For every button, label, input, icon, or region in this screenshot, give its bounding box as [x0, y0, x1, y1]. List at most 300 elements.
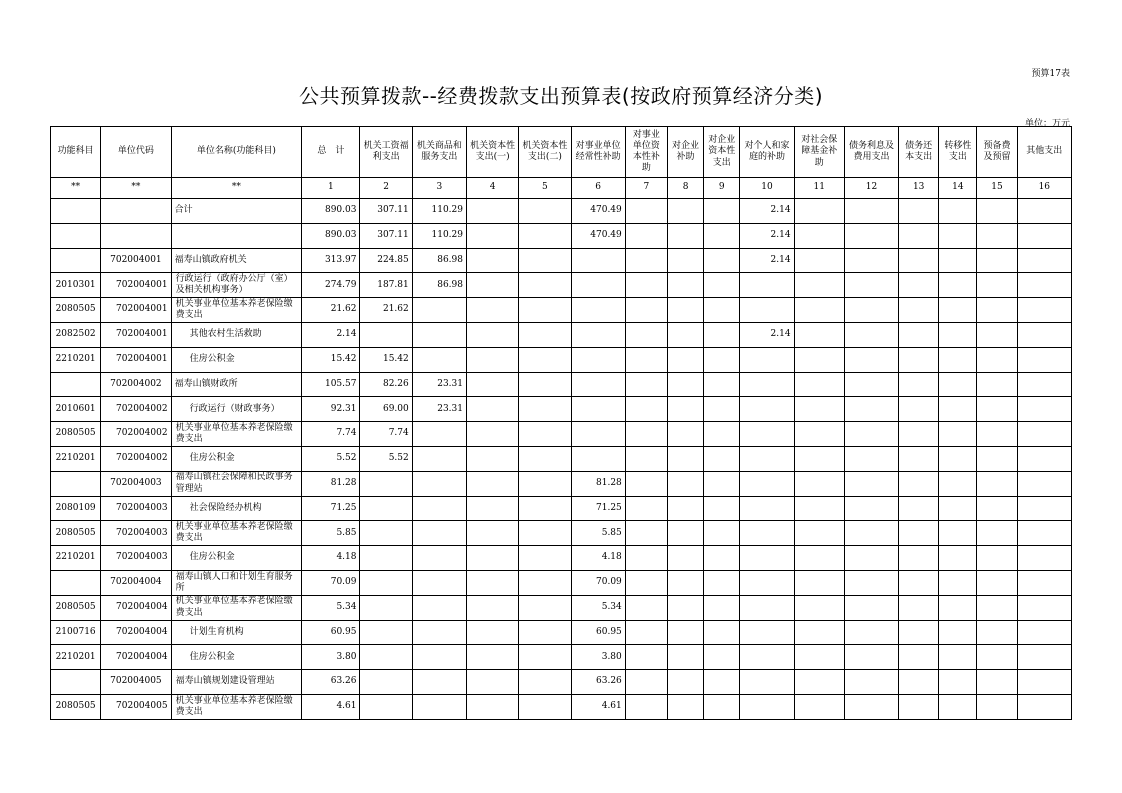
amount-cell — [794, 422, 844, 447]
table-row — [51, 397, 1072, 422]
amount-cell: 313.97 — [302, 248, 360, 273]
amount-cell — [794, 570, 844, 595]
amount-cell — [1017, 298, 1071, 323]
table-row — [51, 570, 1072, 595]
amount-cell — [794, 521, 844, 546]
amount-cell — [519, 298, 571, 323]
amount-cell — [360, 645, 412, 670]
amount-cell: 5.85 — [571, 521, 625, 546]
amount-cell — [360, 496, 412, 521]
unit-code-cell: 702004005 — [101, 670, 171, 695]
amount-cell — [977, 471, 1017, 496]
amount-cell: 4.61 — [571, 694, 625, 719]
amount-cell — [977, 322, 1017, 347]
amount-cell — [519, 496, 571, 521]
amount-cell — [667, 570, 703, 595]
unit-name-cell: 社会保险经办机构 — [171, 496, 302, 521]
amount-cell — [412, 347, 466, 372]
amount-cell — [360, 620, 412, 645]
unit-name-cell: 福寿山镇人口和计划生育服务所 — [171, 570, 302, 595]
function-code-cell: 2010601 — [51, 397, 101, 422]
amount-cell — [977, 620, 1017, 645]
amount-cell — [1017, 199, 1071, 224]
index-cell: 11 — [794, 178, 844, 199]
column-header: 总 计 — [302, 127, 360, 178]
unit-code-cell: 702004004 — [101, 570, 171, 595]
amount-cell — [939, 595, 977, 620]
amount-cell — [625, 595, 667, 620]
amount-cell — [704, 694, 740, 719]
function-code-cell — [51, 670, 101, 695]
unit-name-cell: 福寿山镇财政所 — [171, 372, 302, 397]
amount-cell: 63.26 — [571, 670, 625, 695]
amount-cell — [667, 595, 703, 620]
amount-cell — [519, 322, 571, 347]
amount-cell — [360, 322, 412, 347]
amount-cell — [412, 322, 466, 347]
amount-cell — [844, 223, 898, 248]
amount-cell — [844, 298, 898, 323]
amount-cell — [794, 372, 844, 397]
function-code-cell: 2210201 — [51, 446, 101, 471]
amount-cell — [571, 347, 625, 372]
amount-cell — [977, 347, 1017, 372]
unit-code-cell: 702004004 — [101, 645, 171, 670]
amount-cell — [467, 694, 519, 719]
amount-cell — [667, 422, 703, 447]
amount-cell — [519, 595, 571, 620]
unit-code-cell: 702004002 — [101, 422, 171, 447]
amount-cell — [844, 199, 898, 224]
amount-cell — [667, 620, 703, 645]
amount-cell — [844, 397, 898, 422]
amount-cell — [360, 595, 412, 620]
amount-cell — [625, 645, 667, 670]
amount-cell: 81.28 — [571, 471, 625, 496]
amount-cell — [899, 471, 939, 496]
amount-cell — [939, 570, 977, 595]
column-header: 机关工资福利支出 — [360, 127, 412, 178]
amount-cell — [794, 397, 844, 422]
column-header: 对事业单位资本性补助 — [625, 127, 667, 178]
amount-cell — [519, 199, 571, 224]
amount-cell — [939, 496, 977, 521]
amount-cell — [704, 397, 740, 422]
function-code-cell: 2100716 — [51, 620, 101, 645]
amount-cell — [740, 496, 794, 521]
amount-cell — [467, 199, 519, 224]
index-cell: 16 — [1017, 178, 1071, 199]
amount-cell — [740, 645, 794, 670]
amount-cell — [794, 595, 844, 620]
amount-cell — [1017, 397, 1071, 422]
unit-code-cell: 702004002 — [101, 446, 171, 471]
amount-cell: 890.03 — [302, 223, 360, 248]
amount-cell — [412, 446, 466, 471]
amount-cell — [1017, 670, 1071, 695]
amount-cell — [977, 273, 1017, 298]
table-row — [51, 298, 1072, 323]
amount-cell — [625, 372, 667, 397]
amount-cell: 105.57 — [302, 372, 360, 397]
amount-cell — [794, 273, 844, 298]
amount-cell — [899, 322, 939, 347]
amount-cell — [412, 521, 466, 546]
amount-cell — [1017, 422, 1071, 447]
amount-cell — [704, 273, 740, 298]
amount-cell — [704, 496, 740, 521]
table-row — [51, 322, 1072, 347]
function-code-cell — [51, 570, 101, 595]
amount-cell — [571, 248, 625, 273]
column-header: 对事业单位经常性补助 — [571, 127, 625, 178]
amount-cell: 4.18 — [302, 546, 360, 571]
function-code-cell: 2080505 — [51, 595, 101, 620]
amount-cell: 63.26 — [302, 670, 360, 695]
amount-cell — [667, 694, 703, 719]
amount-cell: 5.34 — [571, 595, 625, 620]
index-cell: 12 — [844, 178, 898, 199]
amount-cell — [667, 372, 703, 397]
unit-name-cell: 福寿山镇社会保障和民政事务管理站 — [171, 471, 302, 496]
amount-cell — [899, 496, 939, 521]
amount-cell — [571, 273, 625, 298]
amount-cell — [412, 546, 466, 571]
amount-cell — [667, 446, 703, 471]
unit-code-cell: 702004002 — [101, 397, 171, 422]
table-row — [51, 620, 1072, 645]
column-header: 功能科目 — [51, 127, 101, 178]
amount-cell — [571, 322, 625, 347]
amount-cell — [704, 670, 740, 695]
amount-cell — [704, 546, 740, 571]
function-code-cell: 2080505 — [51, 298, 101, 323]
amount-cell — [794, 199, 844, 224]
amount-cell — [899, 645, 939, 670]
amount-cell: 23.31 — [412, 372, 466, 397]
amount-cell — [704, 620, 740, 645]
amount-cell — [899, 397, 939, 422]
amount-cell — [740, 347, 794, 372]
index-cell: 5 — [519, 178, 571, 199]
amount-cell — [1017, 372, 1071, 397]
unit-code-cell — [101, 223, 171, 248]
amount-cell — [939, 422, 977, 447]
unit-name-cell: 住房公积金 — [171, 546, 302, 571]
amount-cell — [740, 372, 794, 397]
unit-code-cell: 702004005 — [101, 694, 171, 719]
amount-cell — [625, 694, 667, 719]
amount-cell — [704, 223, 740, 248]
amount-cell — [977, 595, 1017, 620]
amount-cell — [667, 273, 703, 298]
amount-cell — [519, 446, 571, 471]
amount-cell — [939, 322, 977, 347]
amount-cell — [977, 496, 1017, 521]
table-row — [51, 372, 1072, 397]
amount-cell — [625, 273, 667, 298]
index-cell: ** — [51, 178, 101, 199]
amount-cell — [977, 645, 1017, 670]
index-cell: 14 — [939, 178, 977, 199]
index-cell: 13 — [899, 178, 939, 199]
table-row — [51, 645, 1072, 670]
amount-cell — [977, 521, 1017, 546]
amount-cell — [740, 273, 794, 298]
unit-name-cell: 住房公积金 — [171, 446, 302, 471]
amount-cell: 82.26 — [360, 372, 412, 397]
table-row — [51, 422, 1072, 447]
amount-cell — [360, 521, 412, 546]
index-cell: 15 — [977, 178, 1017, 199]
amount-cell — [977, 372, 1017, 397]
unit-code-cell: 702004003 — [101, 496, 171, 521]
amount-cell — [794, 446, 844, 471]
amount-cell — [939, 620, 977, 645]
amount-cell — [360, 694, 412, 719]
table-row — [51, 199, 1072, 224]
amount-cell — [899, 595, 939, 620]
table-row — [51, 496, 1072, 521]
amount-cell — [899, 273, 939, 298]
index-cell: ** — [171, 178, 302, 199]
amount-cell: 60.95 — [302, 620, 360, 645]
amount-cell — [467, 570, 519, 595]
amount-cell — [467, 446, 519, 471]
index-cell: 3 — [412, 178, 466, 199]
amount-cell — [625, 422, 667, 447]
function-code-cell — [51, 372, 101, 397]
amount-cell — [939, 546, 977, 571]
amount-cell — [939, 248, 977, 273]
amount-cell — [667, 248, 703, 273]
amount-cell — [899, 620, 939, 645]
amount-cell — [740, 570, 794, 595]
column-header: 单位代码 — [101, 127, 171, 178]
amount-cell — [519, 521, 571, 546]
unit-name-cell: 机关事业单位基本养老保险缴费支出 — [171, 298, 302, 323]
unit-name-cell: 行政运行（财政事务） — [171, 397, 302, 422]
amount-cell — [704, 347, 740, 372]
amount-cell — [1017, 248, 1071, 273]
amount-cell — [1017, 347, 1071, 372]
amount-cell — [571, 446, 625, 471]
amount-cell — [467, 397, 519, 422]
amount-cell — [899, 298, 939, 323]
amount-cell — [740, 546, 794, 571]
amount-cell — [467, 223, 519, 248]
amount-cell — [625, 322, 667, 347]
amount-cell — [519, 397, 571, 422]
amount-cell — [412, 620, 466, 645]
amount-cell: 224.85 — [360, 248, 412, 273]
unit-name-cell: 机关事业单位基本养老保险缴费支出 — [171, 521, 302, 546]
amount-cell — [625, 670, 667, 695]
column-header: 对企业资本性支出 — [704, 127, 740, 178]
amount-cell — [625, 397, 667, 422]
amount-cell — [1017, 694, 1071, 719]
amount-cell — [1017, 322, 1071, 347]
amount-cell — [899, 670, 939, 695]
amount-cell — [977, 694, 1017, 719]
amount-cell — [844, 372, 898, 397]
unit-code-cell: 702004001 — [101, 347, 171, 372]
amount-cell — [667, 397, 703, 422]
amount-cell — [899, 570, 939, 595]
amount-cell — [625, 570, 667, 595]
amount-cell — [704, 595, 740, 620]
column-header: 预备费及预留 — [977, 127, 1017, 178]
amount-cell — [412, 422, 466, 447]
amount-cell — [467, 298, 519, 323]
table-row — [51, 694, 1072, 719]
table-row — [51, 546, 1072, 571]
amount-cell — [899, 248, 939, 273]
amount-cell — [794, 347, 844, 372]
amount-cell — [467, 322, 519, 347]
amount-cell — [939, 199, 977, 224]
amount-cell: 110.29 — [412, 199, 466, 224]
amount-cell — [519, 645, 571, 670]
amount-cell — [939, 273, 977, 298]
amount-cell — [519, 546, 571, 571]
amount-cell — [939, 694, 977, 719]
amount-cell — [704, 422, 740, 447]
amount-cell: 60.95 — [571, 620, 625, 645]
amount-cell — [412, 570, 466, 595]
unit-code-cell: 702004001 — [101, 322, 171, 347]
amount-cell — [899, 546, 939, 571]
unit-name-cell — [171, 223, 302, 248]
amount-cell — [467, 496, 519, 521]
column-header: 对企业补助 — [667, 127, 703, 178]
column-header: 机关资本性支出(一) — [467, 127, 519, 178]
column-header: 转移性支出 — [939, 127, 977, 178]
amount-cell — [899, 223, 939, 248]
table-row — [51, 521, 1072, 546]
amount-cell — [412, 645, 466, 670]
amount-cell: 4.61 — [302, 694, 360, 719]
amount-cell — [519, 670, 571, 695]
amount-cell — [625, 248, 667, 273]
amount-cell — [412, 496, 466, 521]
amount-cell — [704, 322, 740, 347]
unit-code-cell: 702004003 — [101, 521, 171, 546]
page-title: 公共预算拨款--经费拨款支出预算表(按政府预算经济分类) — [298, 84, 824, 108]
amount-cell — [704, 471, 740, 496]
amount-cell — [977, 248, 1017, 273]
amount-cell — [740, 670, 794, 695]
amount-cell — [467, 248, 519, 273]
amount-cell: 86.98 — [412, 248, 466, 273]
amount-cell — [467, 620, 519, 645]
unit-code-cell: 702004004 — [101, 595, 171, 620]
unit-name-cell: 机关事业单位基本养老保险缴费支出 — [171, 595, 302, 620]
function-code-cell: 2080109 — [51, 496, 101, 521]
table-row — [51, 670, 1072, 695]
column-header: 债务还本支出 — [899, 127, 939, 178]
amount-cell — [667, 496, 703, 521]
index-cell: 4 — [467, 178, 519, 199]
amount-cell: 110.29 — [412, 223, 466, 248]
amount-cell — [667, 546, 703, 571]
amount-cell — [360, 570, 412, 595]
amount-cell — [519, 347, 571, 372]
index-cell: 7 — [625, 178, 667, 199]
amount-cell — [667, 223, 703, 248]
amount-cell — [977, 546, 1017, 571]
amount-cell — [1017, 595, 1071, 620]
amount-cell — [794, 546, 844, 571]
amount-cell — [740, 422, 794, 447]
amount-cell — [899, 694, 939, 719]
amount-cell — [844, 595, 898, 620]
amount-cell — [360, 670, 412, 695]
unit-name-cell: 住房公积金 — [171, 645, 302, 670]
function-code-cell — [51, 471, 101, 496]
amount-cell — [625, 347, 667, 372]
amount-cell — [667, 298, 703, 323]
amount-cell — [412, 298, 466, 323]
table-body — [51, 199, 1072, 720]
amount-cell — [704, 199, 740, 224]
amount-cell: 3.80 — [302, 645, 360, 670]
unit-code-cell: 702004001 — [101, 248, 171, 273]
amount-cell — [519, 694, 571, 719]
index-cell: 2 — [360, 178, 412, 199]
column-header: 机关资本性支出(二) — [519, 127, 571, 178]
amount-cell — [844, 645, 898, 670]
amount-cell: 92.31 — [302, 397, 360, 422]
amount-cell: 470.49 — [571, 223, 625, 248]
amount-cell — [571, 422, 625, 447]
amount-cell: 71.25 — [302, 496, 360, 521]
table-row — [51, 248, 1072, 273]
index-cell: 10 — [740, 178, 794, 199]
amount-cell: 2.14 — [302, 322, 360, 347]
amount-cell — [1017, 273, 1071, 298]
amount-cell — [625, 620, 667, 645]
column-header: 对个人和家庭的补助 — [740, 127, 794, 178]
amount-cell — [740, 298, 794, 323]
amount-cell — [794, 620, 844, 645]
unit-code-cell — [101, 199, 171, 224]
amount-cell: 307.11 — [360, 223, 412, 248]
amount-cell — [939, 223, 977, 248]
amount-cell — [467, 273, 519, 298]
amount-cell — [412, 670, 466, 695]
amount-cell — [844, 422, 898, 447]
amount-cell — [1017, 620, 1071, 645]
amount-cell: 86.98 — [412, 273, 466, 298]
amount-cell — [939, 298, 977, 323]
amount-cell — [977, 223, 1017, 248]
amount-cell — [1017, 546, 1071, 571]
index-cell: 6 — [571, 178, 625, 199]
amount-cell — [667, 471, 703, 496]
amount-cell — [625, 521, 667, 546]
amount-cell — [704, 446, 740, 471]
index-cell: 9 — [704, 178, 740, 199]
amount-cell — [939, 521, 977, 546]
index-cell: 8 — [667, 178, 703, 199]
amount-cell: 70.09 — [302, 570, 360, 595]
amount-cell — [794, 298, 844, 323]
amount-cell — [360, 546, 412, 571]
amount-cell — [467, 645, 519, 670]
function-code-cell: 2010301 — [51, 273, 101, 298]
index-cell: 1 — [302, 178, 360, 199]
